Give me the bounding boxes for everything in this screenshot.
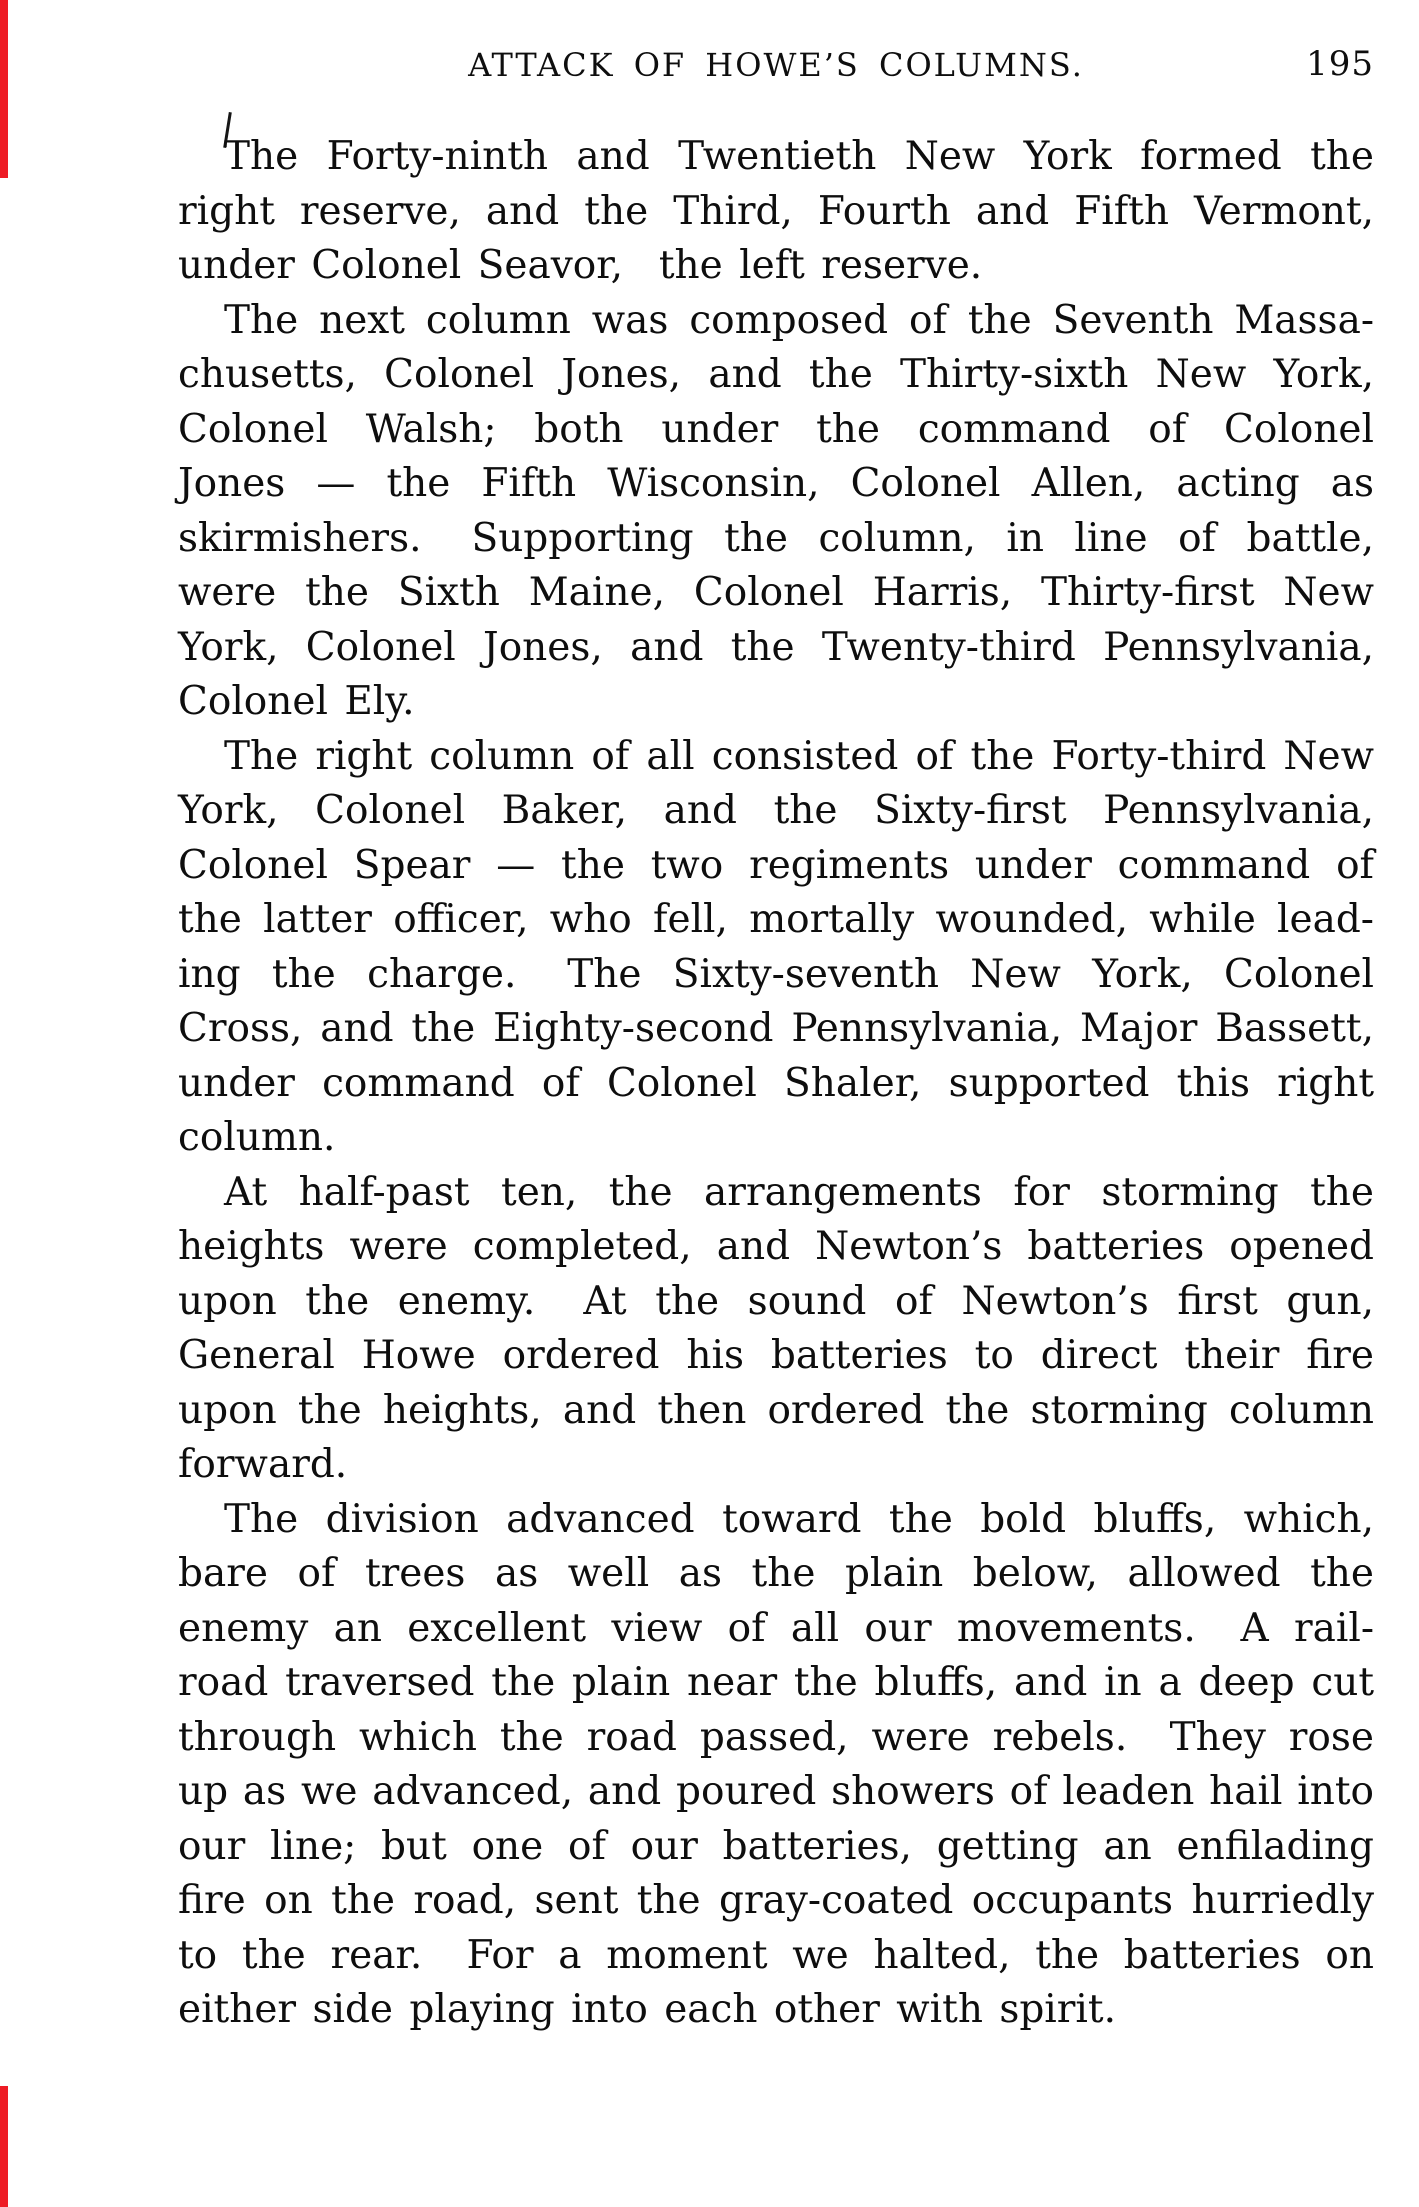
text-line: through which the road passed, were rebels. They rose: [178, 1714, 1374, 1760]
text-line: up as we advanced, and poured showers of leaden hail into: [178, 1769, 1374, 1814]
scan-edge-mark-bottom: [0, 2086, 8, 2207]
text-line: either side playing into each other with spirit.: [178, 1987, 1116, 2032]
text-line: The division advanced toward the bold bluffs, which,: [224, 1496, 1374, 1542]
text-line: York, Colonel Baker, and the Sixty-first Pennsylvania,: [178, 788, 1374, 833]
text-line: Jones — the Fifth Wisconsin, Colonel Allen, acting as: [178, 461, 1374, 506]
paragraph: [178, 130, 1374, 294]
page-header: [178, 46, 1374, 86]
paragraph: [178, 294, 1374, 730]
body-text: [178, 130, 1374, 2038]
text-line: Colonel Spear — the two regiments under command of: [178, 842, 1374, 888]
text-line: bare of trees as well as the plain below, allowed the: [178, 1551, 1374, 1596]
text-line: heights were completed, and Newton’s batteries opened: [178, 1224, 1374, 1269]
text-line: York, Colonel Jones, and the Twenty-third Pennsylvania,: [178, 624, 1374, 670]
scan-edge-mark-top: [0, 0, 8, 178]
text-line: chusetts, Colonel Jones, and the Thirty-sixth New York,: [178, 352, 1374, 397]
text-line: fire on the road, sent the gray-coated occupants hurriedly: [178, 1878, 1374, 1923]
text-line: At half-past ten, the arrangements for storming the: [224, 1169, 1374, 1215]
paragraph: [178, 730, 1374, 1166]
text-line: upon the enemy. At the sound of Newton’s first gun,: [178, 1278, 1374, 1324]
text-line: upon the heights, and then ordered the storming column: [178, 1387, 1374, 1433]
text-line: Colonel Walsh; both under the command of Colonel: [178, 406, 1374, 452]
text-line: The next column was composed of the Seventh Massa-: [224, 297, 1374, 343]
text-line: column.: [178, 1115, 336, 1160]
text-line: ing the charge. The Sixty-seventh New York, Colonel: [178, 951, 1374, 997]
text-line: enemy an excellent view of all our movements. A rail-: [178, 1605, 1374, 1651]
paragraph: [178, 1493, 1374, 2038]
text-line: road traversed the plain near the bluffs, and in a deep cut: [178, 1660, 1374, 1705]
text-line: Cross, and the Eighty-second Pennsylvania, Major Bassett,: [178, 1006, 1374, 1051]
text-line: to the rear. For a moment we halted, the batteries on: [178, 1932, 1374, 1978]
text-line: right reserve, and the Third, Fourth and Fifth Vermont,: [178, 188, 1374, 234]
text-line: were the Sixth Maine, Colonel Harris, Thirty-first New: [178, 570, 1374, 615]
text-line: The Forty-ninth and Twentieth New York formed the: [224, 134, 1374, 179]
paragraph: [178, 1166, 1374, 1493]
text-line: Colonel Ely.: [178, 679, 415, 724]
text-line: the latter officer, who fell, mortally wounded, while lead-: [178, 897, 1374, 942]
text-line: The right column of all consisted of the Forty-third New: [224, 733, 1374, 779]
text-line: our line; but one of our batteries, getting an enfilading: [178, 1823, 1374, 1869]
text-line: General Howe ordered his batteries to direct their fire: [178, 1333, 1374, 1378]
text-line: skirmishers. Supporting the column, in line of battle,: [178, 515, 1374, 561]
text-line: forward.: [178, 1442, 348, 1487]
text-line: under Colonel Seavor, the left reserve.: [178, 243, 983, 288]
text-line: under command of Colonel Shaler, supported this right: [178, 1060, 1374, 1106]
running-title: ATTACK OF HOWE’S COLUMNS.: [468, 46, 1084, 84]
page-number: 195: [1306, 44, 1374, 84]
